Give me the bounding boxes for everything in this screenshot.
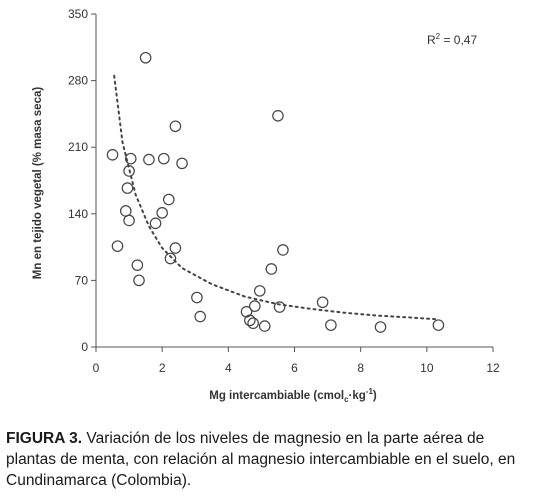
data-point bbox=[195, 311, 205, 321]
y-tick-label: 140 bbox=[67, 206, 88, 221]
data-point bbox=[132, 260, 142, 270]
data-point bbox=[144, 154, 154, 164]
y-tick-label: 280 bbox=[67, 73, 88, 88]
data-point bbox=[164, 194, 174, 204]
y-tick-label: 350 bbox=[67, 7, 88, 21]
x-tick-label: 10 bbox=[420, 361, 434, 375]
data-point bbox=[140, 53, 150, 63]
data-point bbox=[255, 286, 265, 296]
y-axis-title: Mn en tejido vegetal (% masa seca) bbox=[32, 86, 44, 280]
data-point bbox=[192, 292, 202, 302]
plot-area bbox=[68, 7, 500, 375]
x-tick-label: 8 bbox=[357, 361, 365, 375]
data-point bbox=[107, 150, 117, 160]
data-point bbox=[121, 206, 131, 216]
data-point bbox=[274, 302, 284, 312]
data-point bbox=[177, 158, 187, 168]
data-point bbox=[375, 322, 385, 332]
data-point bbox=[150, 218, 160, 228]
x-tick-label: 4 bbox=[224, 361, 232, 375]
data-point bbox=[266, 264, 276, 274]
data-point bbox=[159, 153, 169, 163]
figure-caption bbox=[6, 428, 536, 491]
data-point bbox=[170, 243, 180, 253]
data-point bbox=[157, 208, 167, 218]
caption-lead: FIGURA 3. bbox=[6, 430, 83, 447]
data-point bbox=[122, 183, 132, 193]
x-tick-label: 0 bbox=[92, 361, 100, 375]
data-point bbox=[273, 111, 283, 121]
y-tick-label: 0 bbox=[81, 340, 88, 354]
data-point bbox=[260, 321, 270, 331]
x-tick-label: 12 bbox=[486, 361, 500, 375]
data-point bbox=[326, 320, 336, 330]
data-point bbox=[250, 301, 260, 311]
data-point bbox=[248, 318, 258, 328]
trendline bbox=[114, 76, 438, 320]
data-point bbox=[112, 241, 122, 251]
data-point bbox=[134, 275, 144, 285]
data-point bbox=[165, 253, 175, 263]
r-squared-annotation: $R^2 = 0,47$ bbox=[427, 32, 478, 47]
y-tick-label: 70 bbox=[74, 273, 88, 288]
data-point bbox=[317, 297, 327, 307]
data-point bbox=[170, 121, 180, 131]
data-point bbox=[433, 320, 443, 330]
caption-text: Variación de los niveles de magnesio en la parte aérea de plantas de menta, con relación al magnesio intercambiable en el suelo, en Cundinamarca (Colombia). bbox=[6, 430, 516, 489]
data-point bbox=[278, 245, 288, 255]
x-tick-label: 2 bbox=[158, 361, 166, 375]
data-point bbox=[245, 315, 255, 325]
x-tick-label: 6 bbox=[291, 361, 298, 375]
x-axis-title: Mg intercambiable $(cmol_c\cdot kg^{-1})$ bbox=[209, 387, 377, 404]
data-point bbox=[124, 215, 134, 225]
y-tick-label: 210 bbox=[67, 140, 88, 155]
